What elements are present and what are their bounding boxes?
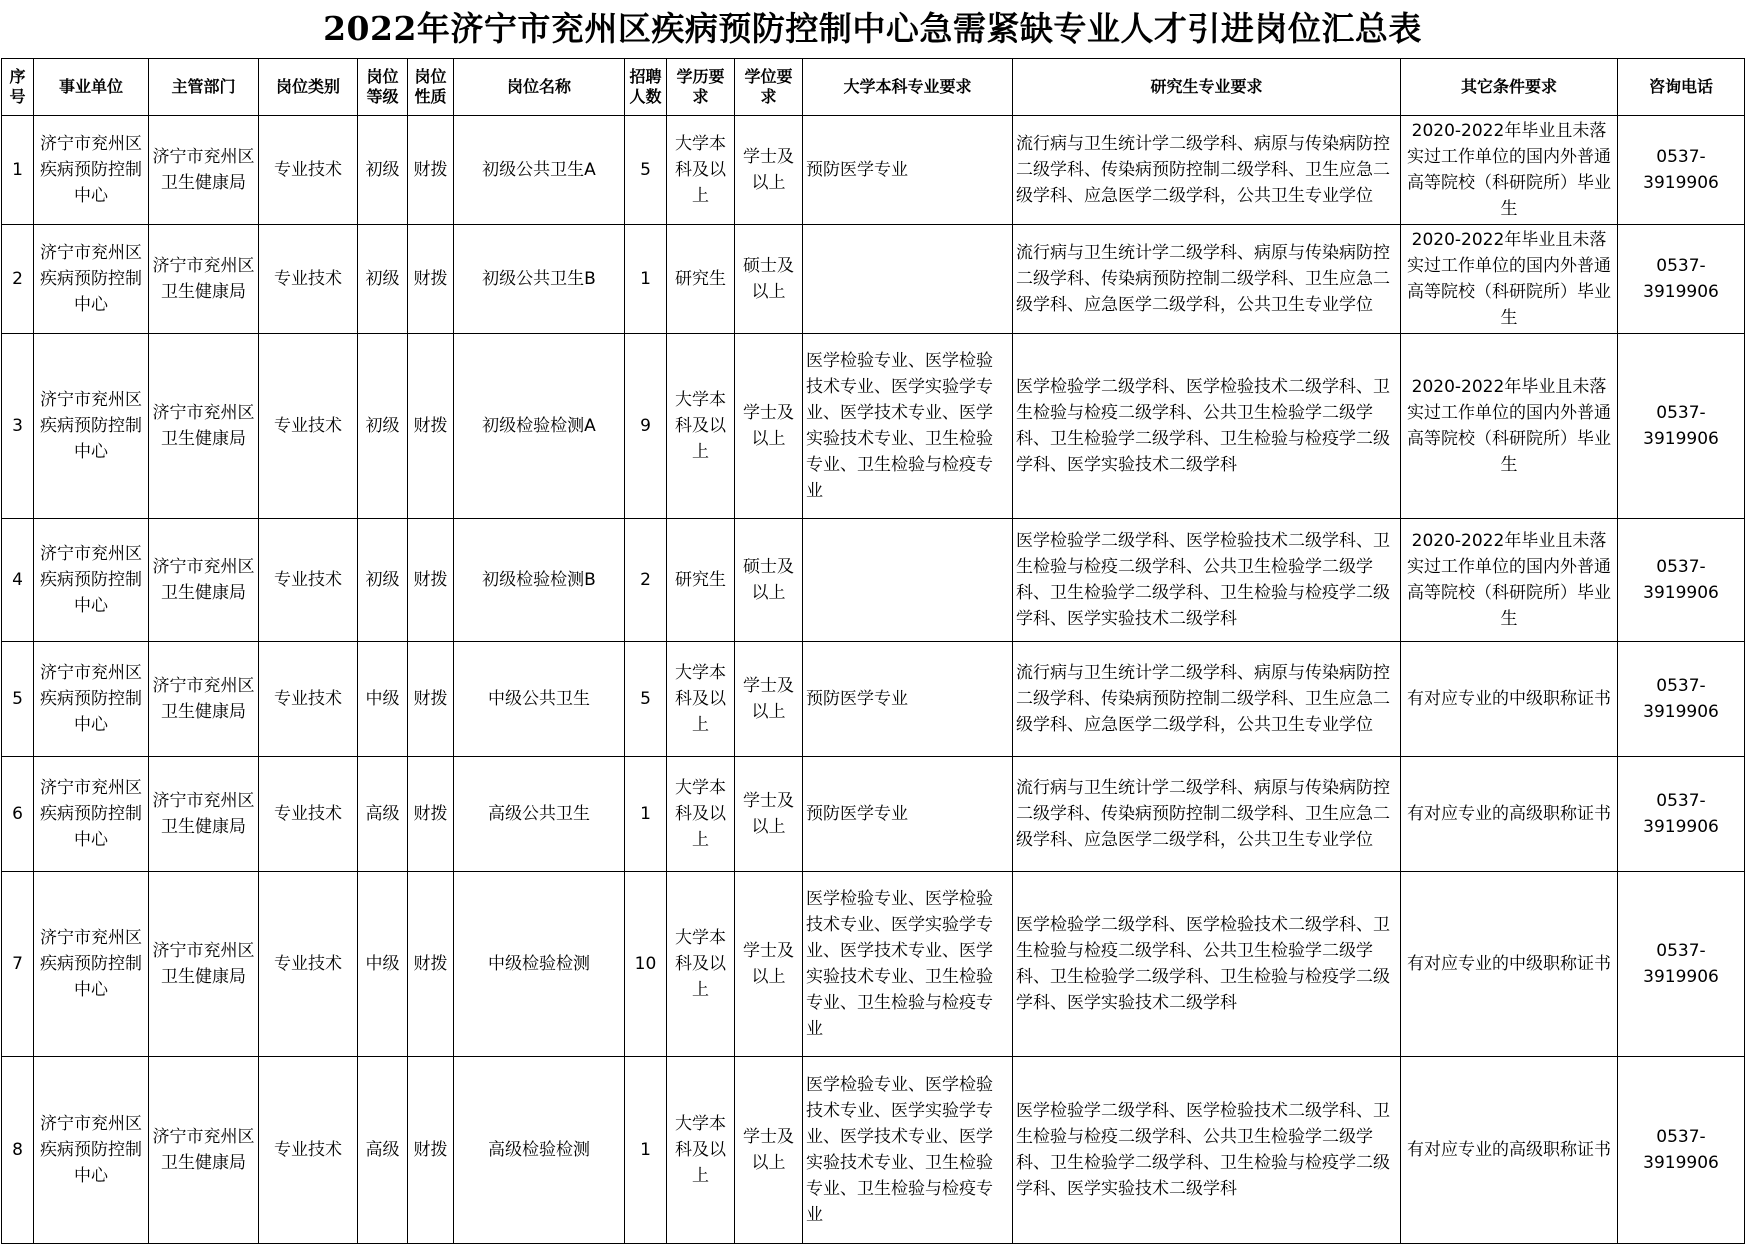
cell-other: 有对应专业的高级职称证书	[1401, 757, 1618, 872]
table-row	[2, 872, 1745, 1057]
cell-nature: 财拨	[408, 116, 454, 225]
table-row	[2, 334, 1745, 519]
cell-level: 中级	[358, 642, 408, 757]
cell-undergrad-major: 医学检验专业、医学检验技术专业、医学实验学专业、医学技术专业、医学实验技术专业、卫生检验专业、卫生检验与检疫专业	[803, 1057, 1013, 1244]
cell-count: 9	[625, 334, 667, 519]
cell-grad-major: 医学检验学二级学科、医学检验技术二级学科、卫生检验与检疫二级学科、公共卫生检验学二级学科、卫生检验学二级学科、卫生检验与检疫学二级学科、医学实验技术二级学科	[1013, 334, 1401, 519]
cell-count: 10	[625, 872, 667, 1057]
cell-phone: 0537-3919906	[1618, 116, 1745, 225]
cell-degree: 学士及以上	[735, 872, 803, 1057]
cell-post-type: 专业技术	[259, 1057, 358, 1244]
header-degree: 学位要求	[735, 59, 803, 116]
cell-nature: 财拨	[408, 519, 454, 642]
cell-seq: 2	[2, 225, 34, 334]
cell-unit: 济宁市兖州区疾病预防控制中心	[34, 757, 149, 872]
cell-other: 有对应专业的高级职称证书	[1401, 1057, 1618, 1244]
cell-degree: 硕士及以上	[735, 225, 803, 334]
cell-undergrad-major	[803, 225, 1013, 334]
cell-phone: 0537-3919906	[1618, 519, 1745, 642]
cell-degree: 硕士及以上	[735, 519, 803, 642]
cell-grad-major: 医学检验学二级学科、医学检验技术二级学科、卫生检验与检疫二级学科、公共卫生检验学二级学科、卫生检验学二级学科、卫生检验与检疫学二级学科、医学实验技术二级学科	[1013, 872, 1401, 1057]
cell-count: 5	[625, 116, 667, 225]
cell-post-name: 高级公共卫生	[454, 757, 625, 872]
cell-other: 2020-2022年毕业且未落实过工作单位的国内外普通高等院校（科研院所）毕业生	[1401, 225, 1618, 334]
cell-education: 大学本科及以上	[667, 642, 735, 757]
cell-undergrad-major: 预防医学专业	[803, 757, 1013, 872]
header-grad-major: 研究生专业要求	[1013, 59, 1401, 116]
cell-dept: 济宁市兖州区卫生健康局	[149, 1057, 259, 1244]
cell-level: 初级	[358, 116, 408, 225]
cell-grad-major: 流行病与卫生统计学二级学科、病原与传染病防控二级学科、传染病预防控制二级学科、卫生应急二级学科、应急医学二级学科，公共卫生专业学位	[1013, 116, 1401, 225]
cell-post-name: 高级检验检测	[454, 1057, 625, 1244]
cell-other: 有对应专业的中级职称证书	[1401, 872, 1618, 1057]
cell-education: 大学本科及以上	[667, 757, 735, 872]
cell-undergrad-major: 预防医学专业	[803, 116, 1013, 225]
cell-grad-major: 流行病与卫生统计学二级学科、病原与传染病防控二级学科、传染病预防控制二级学科、卫生应急二级学科、应急医学二级学科，公共卫生专业学位	[1013, 757, 1401, 872]
cell-seq: 8	[2, 1057, 34, 1244]
cell-education: 大学本科及以上	[667, 872, 735, 1057]
cell-unit: 济宁市兖州区疾病预防控制中心	[34, 116, 149, 225]
cell-level: 初级	[358, 519, 408, 642]
cell-degree: 学士及以上	[735, 642, 803, 757]
cell-dept: 济宁市兖州区卫生健康局	[149, 642, 259, 757]
cell-post-name: 初级检验检测A	[454, 334, 625, 519]
cell-phone: 0537-3919906	[1618, 872, 1745, 1057]
cell-seq: 1	[2, 116, 34, 225]
header-phone: 咨询电话	[1618, 59, 1745, 116]
cell-level: 高级	[358, 1057, 408, 1244]
cell-count: 1	[625, 225, 667, 334]
table-header-row	[2, 59, 1745, 116]
cell-education: 研究生	[667, 225, 735, 334]
cell-count: 1	[625, 1057, 667, 1244]
header-education: 学历要求	[667, 59, 735, 116]
cell-dept: 济宁市兖州区卫生健康局	[149, 116, 259, 225]
cell-undergrad-major	[803, 519, 1013, 642]
cell-grad-major: 医学检验学二级学科、医学检验技术二级学科、卫生检验与检疫二级学科、公共卫生检验学二级学科、卫生检验学二级学科、卫生检验与检疫学二级学科、医学实验技术二级学科	[1013, 519, 1401, 642]
cell-dept: 济宁市兖州区卫生健康局	[149, 225, 259, 334]
cell-other: 2020-2022年毕业且未落实过工作单位的国内外普通高等院校（科研院所）毕业生	[1401, 334, 1618, 519]
cell-seq: 3	[2, 334, 34, 519]
cell-nature: 财拨	[408, 757, 454, 872]
header-nature: 岗位性质	[408, 59, 454, 116]
header-seq: 序号	[2, 59, 34, 116]
cell-degree: 学士及以上	[735, 116, 803, 225]
header-unit: 事业单位	[34, 59, 149, 116]
cell-education: 研究生	[667, 519, 735, 642]
header-undergrad-major: 大学本科专业要求	[803, 59, 1013, 116]
cell-grad-major: 流行病与卫生统计学二级学科、病原与传染病防控二级学科、传染病预防控制二级学科、卫生应急二级学科、应急医学二级学科，公共卫生专业学位	[1013, 225, 1401, 334]
cell-phone: 0537-3919906	[1618, 334, 1745, 519]
cell-phone: 0537-3919906	[1618, 1057, 1745, 1244]
cell-unit: 济宁市兖州区疾病预防控制中心	[34, 519, 149, 642]
cell-level: 初级	[358, 334, 408, 519]
cell-nature: 财拨	[408, 334, 454, 519]
cell-nature: 财拨	[408, 642, 454, 757]
page-title: 2022年济宁市兖州区疾病预防控制中心急需紧缺专业人才引进岗位汇总表	[323, 9, 1422, 48]
cell-count: 2	[625, 519, 667, 642]
cell-unit: 济宁市兖州区疾病预防控制中心	[34, 642, 149, 757]
cell-education: 大学本科及以上	[667, 1057, 735, 1244]
cell-post-name: 中级检验检测	[454, 872, 625, 1057]
cell-post-type: 专业技术	[259, 116, 358, 225]
cell-dept: 济宁市兖州区卫生健康局	[149, 519, 259, 642]
cell-level: 初级	[358, 225, 408, 334]
cell-post-type: 专业技术	[259, 519, 358, 642]
cell-phone: 0537-3919906	[1618, 225, 1745, 334]
cell-post-type: 专业技术	[259, 334, 358, 519]
cell-nature: 财拨	[408, 1057, 454, 1244]
cell-dept: 济宁市兖州区卫生健康局	[149, 872, 259, 1057]
cell-phone: 0537-3919906	[1618, 757, 1745, 872]
table-row	[2, 757, 1745, 872]
cell-phone: 0537-3919906	[1618, 642, 1745, 757]
cell-seq: 4	[2, 519, 34, 642]
cell-undergrad-major: 医学检验专业、医学检验技术专业、医学实验学专业、医学技术专业、医学实验技术专业、卫生检验专业、卫生检验与检疫专业	[803, 334, 1013, 519]
table-row	[2, 225, 1745, 334]
table-row	[2, 1057, 1745, 1244]
header-count: 招聘人数	[625, 59, 667, 116]
cell-undergrad-major: 医学检验专业、医学检验技术专业、医学实验学专业、医学技术专业、医学实验技术专业、卫生检验专业、卫生检验与检疫专业	[803, 872, 1013, 1057]
cell-degree: 学士及以上	[735, 334, 803, 519]
cell-seq: 7	[2, 872, 34, 1057]
cell-degree: 学士及以上	[735, 1057, 803, 1244]
cell-grad-major: 流行病与卫生统计学二级学科、病原与传染病防控二级学科、传染病预防控制二级学科、卫生应急二级学科、应急医学二级学科，公共卫生专业学位	[1013, 642, 1401, 757]
cell-other: 2020-2022年毕业且未落实过工作单位的国内外普通高等院校（科研院所）毕业生	[1401, 519, 1618, 642]
cell-post-type: 专业技术	[259, 642, 358, 757]
cell-degree: 学士及以上	[735, 757, 803, 872]
cell-unit: 济宁市兖州区疾病预防控制中心	[34, 872, 149, 1057]
cell-post-name: 中级公共卫生	[454, 642, 625, 757]
header-post-name: 岗位名称	[454, 59, 625, 116]
table-row	[2, 519, 1745, 642]
header-level: 岗位等级	[358, 59, 408, 116]
cell-other: 2020-2022年毕业且未落实过工作单位的国内外普通高等院校（科研院所）毕业生	[1401, 116, 1618, 225]
cell-post-type: 专业技术	[259, 225, 358, 334]
cell-level: 中级	[358, 872, 408, 1057]
cell-count: 1	[625, 757, 667, 872]
cell-nature: 财拨	[408, 872, 454, 1057]
cell-dept: 济宁市兖州区卫生健康局	[149, 757, 259, 872]
cell-post-type: 专业技术	[259, 872, 358, 1057]
cell-seq: 5	[2, 642, 34, 757]
cell-dept: 济宁市兖州区卫生健康局	[149, 334, 259, 519]
cell-seq: 6	[2, 757, 34, 872]
cell-education: 大学本科及以上	[667, 334, 735, 519]
cell-post-name: 初级公共卫生B	[454, 225, 625, 334]
cell-post-name: 初级检验检测B	[454, 519, 625, 642]
header-post-type: 岗位类别	[259, 59, 358, 116]
table-row	[2, 116, 1745, 225]
cell-level: 高级	[358, 757, 408, 872]
header-dept: 主管部门	[149, 59, 259, 116]
cell-unit: 济宁市兖州区疾病预防控制中心	[34, 1057, 149, 1244]
table-row	[2, 642, 1745, 757]
cell-other: 有对应专业的中级职称证书	[1401, 642, 1618, 757]
cell-unit: 济宁市兖州区疾病预防控制中心	[34, 225, 149, 334]
cell-education: 大学本科及以上	[667, 116, 735, 225]
cell-post-type: 专业技术	[259, 757, 358, 872]
cell-post-name: 初级公共卫生A	[454, 116, 625, 225]
cell-undergrad-major: 预防医学专业	[803, 642, 1013, 757]
cell-grad-major: 医学检验学二级学科、医学检验技术二级学科、卫生检验与检疫二级学科、公共卫生检验学二级学科、卫生检验学二级学科、卫生检验与检疫学二级学科、医学实验技术二级学科	[1013, 1057, 1401, 1244]
positions-table	[1, 58, 1745, 1244]
cell-unit: 济宁市兖州区疾病预防控制中心	[34, 334, 149, 519]
cell-nature: 财拨	[408, 225, 454, 334]
cell-count: 5	[625, 642, 667, 757]
header-other: 其它条件要求	[1401, 59, 1618, 116]
